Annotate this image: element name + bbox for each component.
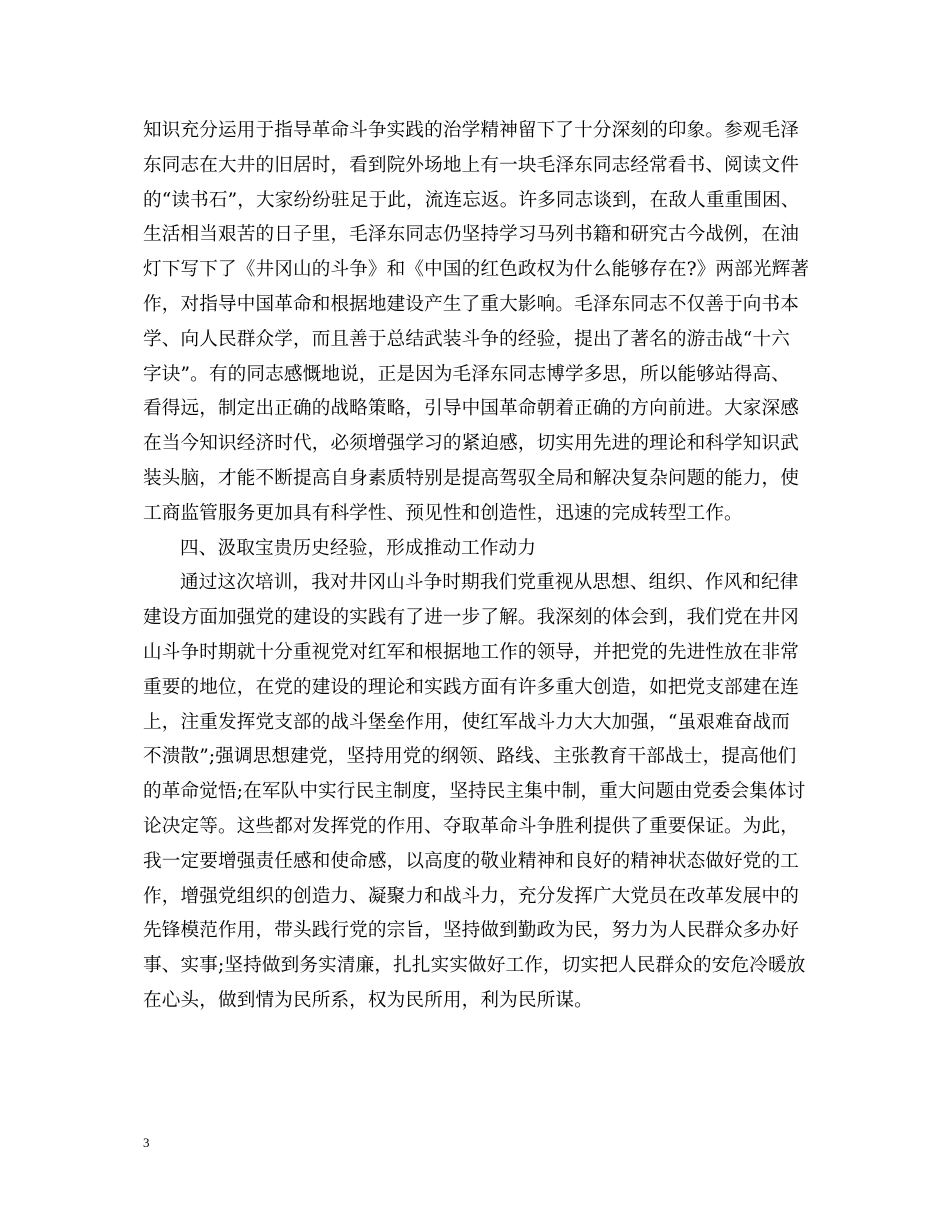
- text-line: 在心头，做到情为民所系，权为民所用，利为民所谋。: [143, 989, 593, 1011]
- text-line: 看得远，制定出正确的战略策略，引导中国革命朝着正确的方向前进。大家深感: [143, 398, 800, 420]
- text-line: 灯下写下了《井冈山的斗争》和《中国的红色政权为什么能够存在?》两部光辉著: [143, 259, 810, 281]
- text-line: 不溃散”;强调思想建党，坚持用党的纲领、路线、主张教育干部战士，提高他们: [143, 746, 797, 768]
- text-line: 工商监管服务更加具有科学性、预见性和创造性，迅速的完成转型工作。: [143, 502, 743, 524]
- text-line: 建设方面加强党的建设的实践有了进一步了解。我深刻的体会到，我们党在井冈: [143, 607, 800, 629]
- text-line: 生活相当艰苦的日子里，毛泽东同志仍坚持学习马列书籍和研究古今战例，在油: [143, 224, 800, 246]
- text-line: 上，注重发挥党支部的战斗堡垒作用，使红军战斗力大大加强，“虽艰难奋战而: [143, 711, 790, 733]
- text-line: 我一定要增强责任感和使命感，以高度的敬业精神和良好的精神状态做好党的工: [143, 850, 800, 872]
- text-line: 的“读书石”，大家纷纷驻足于此，流连忘返。许多同志谈到，在敌人重重围困、: [143, 189, 800, 211]
- text-line: 在当今知识经济时代，必须增强学习的紧迫感，切实用先进的理论和科学知识武: [143, 433, 800, 455]
- text-line: 学、向人民群众学，而且善于总结武装斗争的经验，提出了著名的游击战“十六: [143, 328, 790, 350]
- text-line: 重要的地位，在党的建设的理论和实践方面有许多重大创造，如把党支部建在连: [143, 676, 800, 698]
- page-number: 3: [143, 1135, 150, 1150]
- text-line: 知识充分运用于指导革命斗争实践的治学精神留下了十分深刻的印象。参观毛泽: [143, 120, 800, 141]
- text-line: 事、实事;坚持做到务实清廉，扎扎实实做好工作，切实把人民群众的安危冷暖放: [143, 955, 806, 977]
- text-line: 山斗争时期就十分重视党对红军和根据地工作的领导，并把党的先进性放在非常: [143, 641, 800, 663]
- text-line: 字诀”。有的同志感慨地说，正是因为毛泽东同志博学多思，所以能够站得高、: [143, 363, 790, 385]
- body-text: [143, 114, 823, 1019]
- text-line: 作，增强党组织的创造力、凝聚力和战斗力，充分发挥广大党员在改革发展中的: [143, 885, 800, 907]
- text-line: 先锋模范作用，带头践行党的宗旨，坚持做到勤政为民，努力为人民群众多办好: [143, 920, 800, 942]
- text-line: 作，对指导中国革命和根据地建设产生了重大影响。毛泽东同志不仅善于向书本: [143, 293, 800, 315]
- section-heading: 四、汲取宝贵历史经验，形成推动工作动力: [180, 537, 537, 559]
- paragraph-first-line: 通过这次培训，我对井冈山斗争时期我们党重视从思想、组织、作风和纪律: [180, 572, 799, 594]
- text-line: 的革命觉悟;在军队中实行民主制度，坚持民主集中制，重大问题由党委会集体讨: [143, 781, 806, 803]
- text-line: 东同志在大井的旧居时，看到院外场地上有一块毛泽东同志经常看书、阅读文件: [143, 154, 800, 176]
- text-line: 论决定等。这些都对发挥党的作用、夺取革命斗争胜利提供了重要保证。为此，: [143, 815, 800, 837]
- text-line: 装头脑，才能不断提高自身素质特别是提高驾驭全局和解决复杂问题的能力，使: [143, 467, 800, 489]
